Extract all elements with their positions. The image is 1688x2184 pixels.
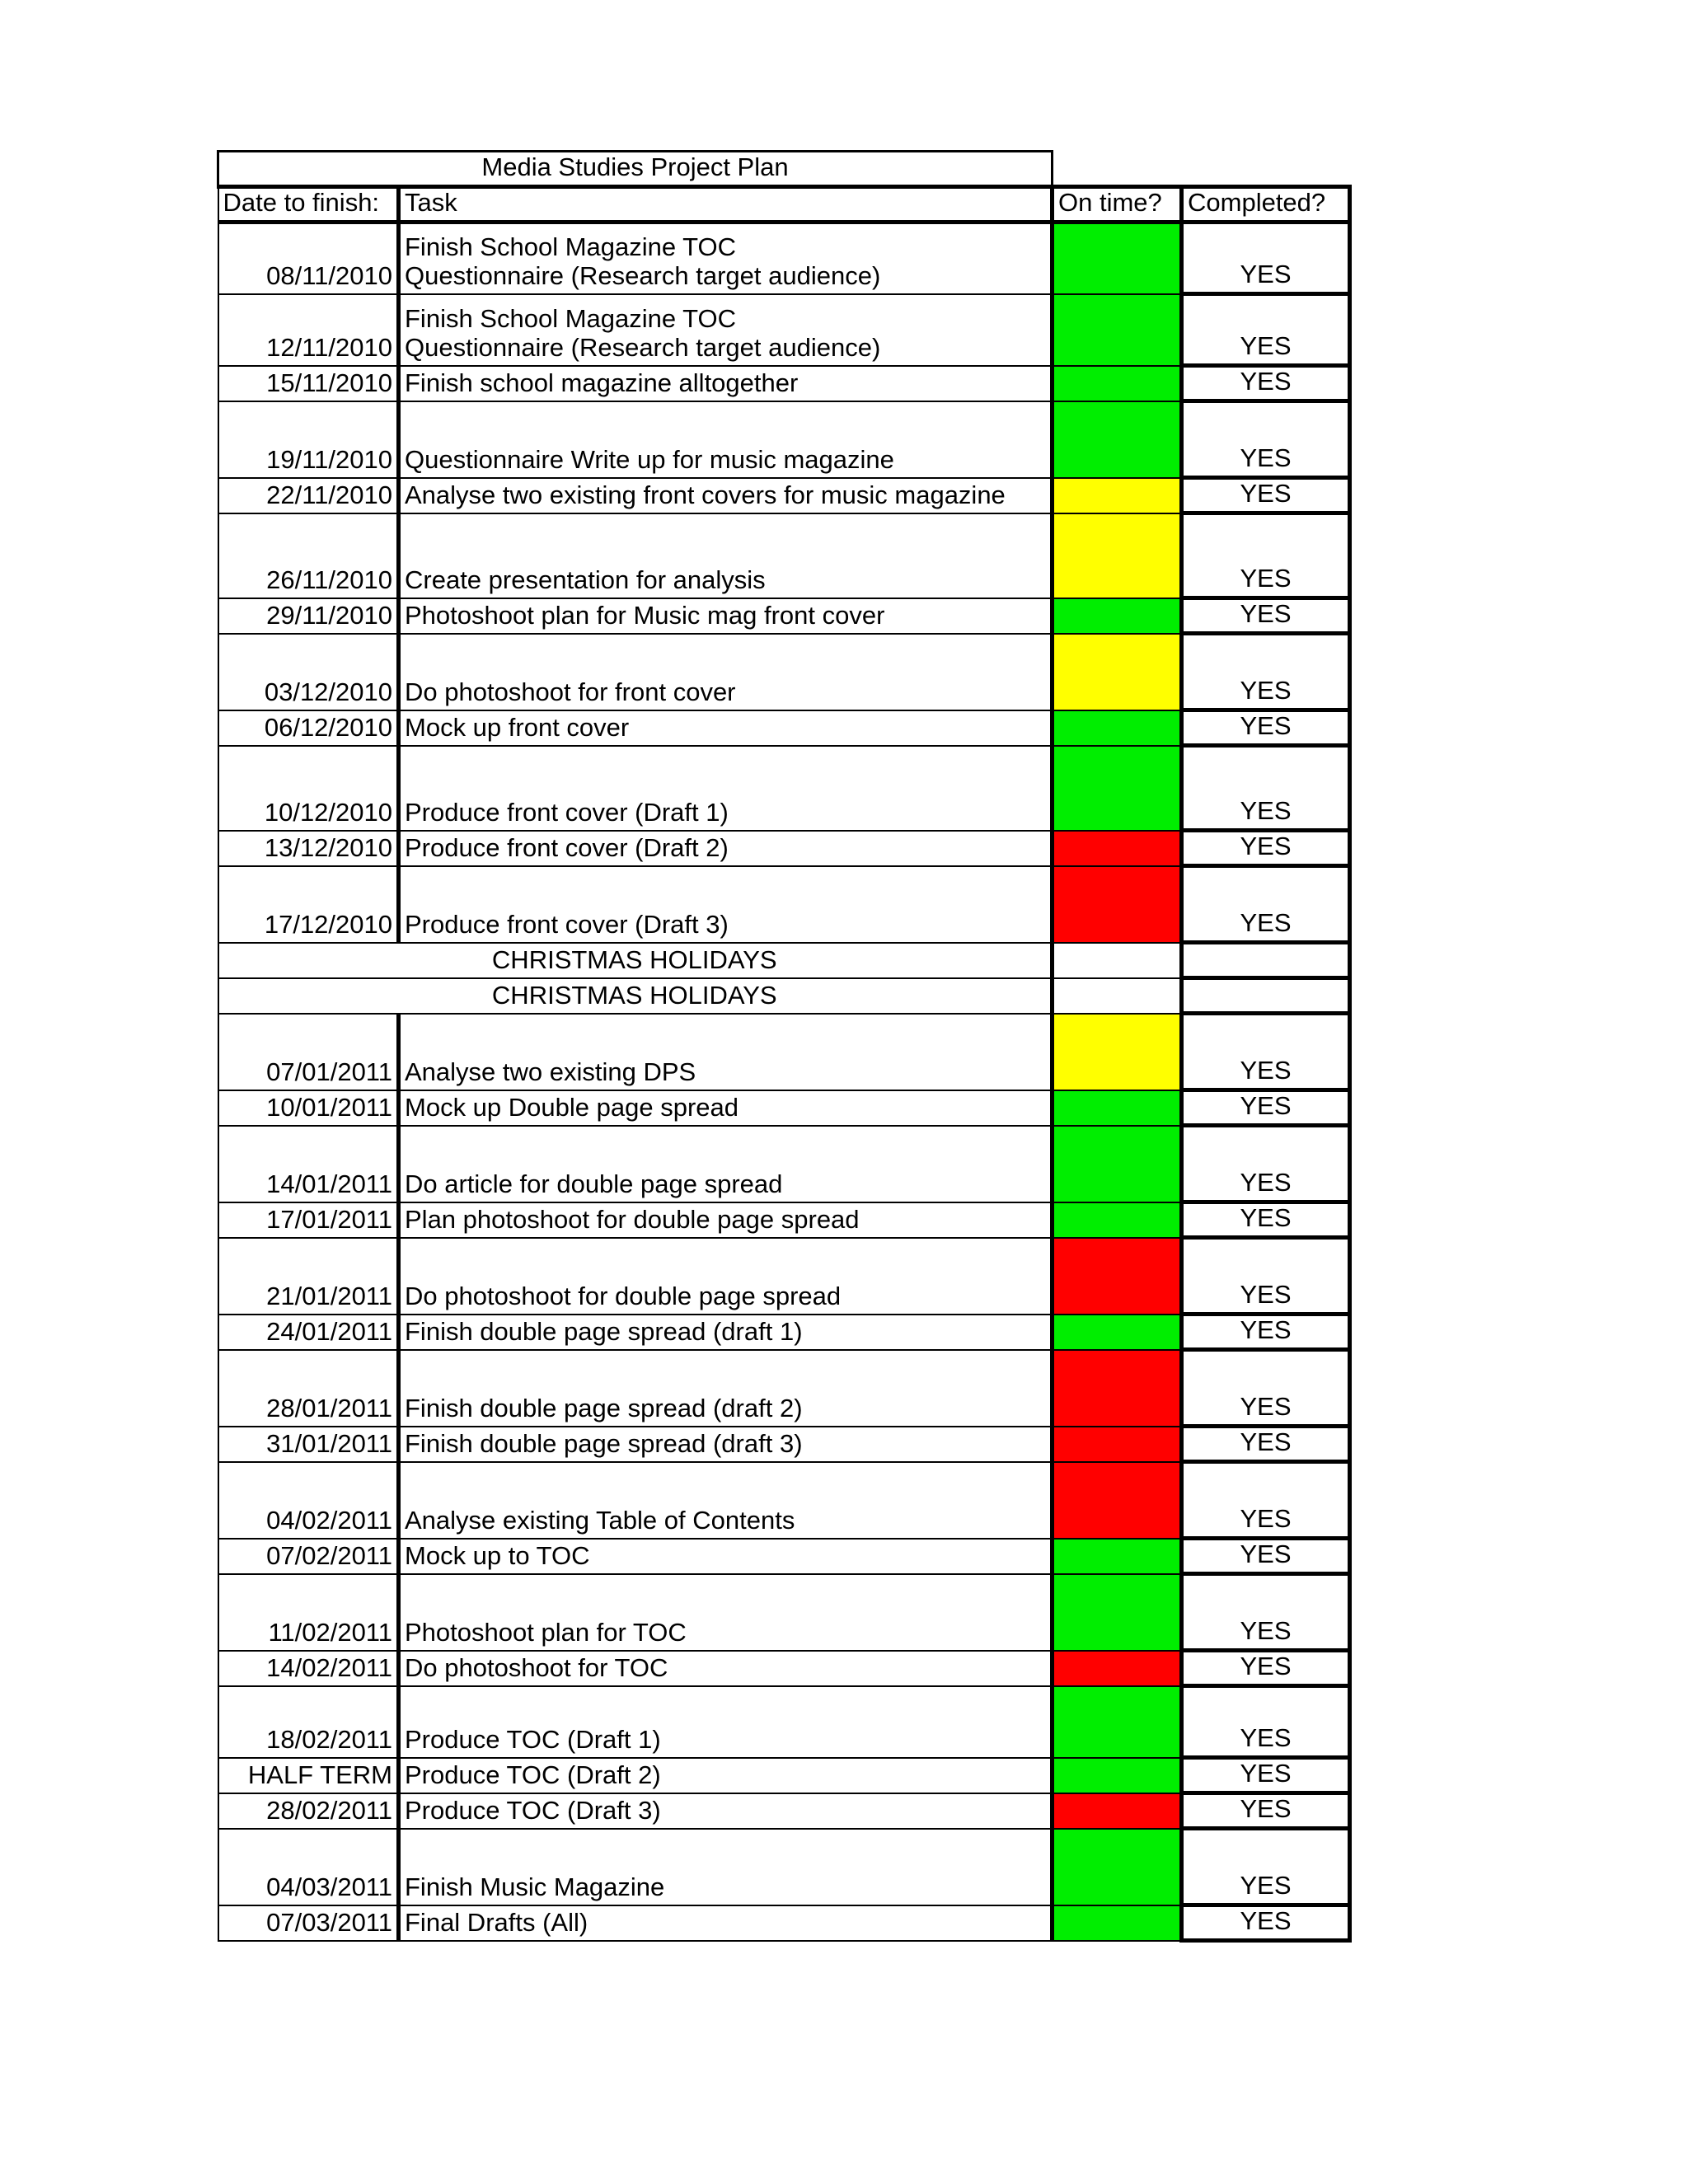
task-date: 12/11/2010	[218, 294, 399, 366]
task-date: 08/11/2010	[218, 223, 399, 294]
task-description: Finish double page spread (draft 1)	[399, 1315, 1053, 1350]
task-row	[218, 634, 1350, 710]
task-date: 22/11/2010	[218, 478, 399, 513]
holiday-row	[218, 978, 1350, 1014]
header-task: Task	[399, 187, 1053, 223]
task-description: Questionnaire Write up for music magazine	[399, 401, 1053, 478]
task-row	[218, 1793, 1350, 1829]
completed-cell: YES	[1182, 1090, 1350, 1126]
completed-cell: YES	[1182, 866, 1350, 943]
on-time-status-cell	[1053, 1126, 1182, 1202]
on-time-status-cell	[1053, 710, 1182, 746]
on-time-status-cell	[1053, 1350, 1182, 1427]
task-date: 28/02/2011	[218, 1793, 399, 1829]
sheet-title: Media Studies Project Plan	[218, 152, 1053, 187]
completed-cell: YES	[1182, 1574, 1350, 1651]
task-date: 28/01/2011	[218, 1350, 399, 1427]
task-row	[218, 1427, 1350, 1462]
title-row	[218, 152, 1350, 187]
completed-cell: YES	[1182, 366, 1350, 401]
task-date: 21/01/2011	[218, 1238, 399, 1315]
header-on-time: On time?	[1053, 187, 1182, 223]
completed-cell	[1182, 978, 1350, 1014]
project-plan-table	[217, 150, 1352, 1943]
completed-cell: YES	[1182, 1126, 1350, 1202]
header-date: Date to finish:	[218, 187, 399, 223]
on-time-status-cell	[1053, 746, 1182, 831]
holiday-row	[218, 943, 1350, 978]
on-time-status-cell	[1053, 634, 1182, 710]
task-row	[218, 1202, 1350, 1238]
task-row	[218, 1014, 1350, 1090]
task-description: Analyse two existing front covers for music magazine	[399, 478, 1053, 513]
completed-cell: YES	[1182, 294, 1350, 366]
completed-cell: YES	[1182, 598, 1350, 634]
task-description: Produce TOC (Draft 2)	[399, 1758, 1053, 1793]
task-date: 17/01/2011	[218, 1202, 399, 1238]
completed-cell: YES	[1182, 1014, 1350, 1090]
task-row	[218, 223, 1350, 294]
on-time-status-cell	[1053, 1014, 1182, 1090]
completed-cell: YES	[1182, 634, 1350, 710]
task-description: Photoshoot plan for TOC	[399, 1574, 1053, 1651]
task-row	[218, 366, 1350, 401]
completed-cell: YES	[1182, 1651, 1350, 1686]
task-row	[218, 831, 1350, 866]
completed-cell: YES	[1182, 1905, 1350, 1941]
task-description: Finish double page spread (draft 3)	[399, 1427, 1053, 1462]
completed-cell: YES	[1182, 1462, 1350, 1539]
completed-cell: YES	[1182, 1686, 1350, 1758]
task-description: Plan photoshoot for double page spread	[399, 1202, 1053, 1238]
on-time-status-cell	[1053, 598, 1182, 634]
completed-cell: YES	[1182, 710, 1350, 746]
task-date: 04/02/2011	[218, 1462, 399, 1539]
task-date: 18/02/2011	[218, 1686, 399, 1758]
on-time-status-cell	[1053, 978, 1182, 1014]
completed-cell: YES	[1182, 1829, 1350, 1905]
completed-cell	[1182, 943, 1350, 978]
task-date: 19/11/2010	[218, 401, 399, 478]
task-description: Do photoshoot for TOC	[399, 1651, 1053, 1686]
task-row	[218, 401, 1350, 478]
task-description: Analyse two existing DPS	[399, 1014, 1053, 1090]
task-description: Produce front cover (Draft 3)	[399, 866, 1053, 943]
holiday-label: CHRISTMAS HOLIDAYS	[218, 943, 1053, 978]
task-date: 11/02/2011	[218, 1574, 399, 1651]
task-description: Mock up Double page spread	[399, 1090, 1053, 1126]
on-time-status-cell	[1053, 1462, 1182, 1539]
task-row	[218, 1651, 1350, 1686]
task-description: Finish School Magazine TOC Questionnaire (Research target audience)	[399, 223, 1053, 294]
task-row	[218, 1686, 1350, 1758]
task-date: 10/01/2011	[218, 1090, 399, 1126]
on-time-status-cell	[1053, 478, 1182, 513]
task-row	[218, 746, 1350, 831]
on-time-status-cell	[1053, 1574, 1182, 1651]
holiday-label: CHRISTMAS HOLIDAYS	[218, 978, 1053, 1014]
on-time-status-cell	[1053, 831, 1182, 866]
task-description: Finish double page spread (draft 2)	[399, 1350, 1053, 1427]
on-time-status-cell	[1053, 401, 1182, 478]
task-description: Do article for double page spread	[399, 1126, 1053, 1202]
on-time-status-cell	[1053, 1238, 1182, 1315]
task-description: Produce TOC (Draft 3)	[399, 1793, 1053, 1829]
header-row	[218, 187, 1350, 223]
task-description: Mock up front cover	[399, 710, 1053, 746]
completed-cell: YES	[1182, 1315, 1350, 1350]
on-time-status-cell	[1053, 1651, 1182, 1686]
task-row	[218, 1238, 1350, 1315]
task-description: Produce TOC (Draft 1)	[399, 1686, 1053, 1758]
task-description: Produce front cover (Draft 1)	[399, 746, 1053, 831]
completed-cell: YES	[1182, 1793, 1350, 1829]
on-time-status-cell	[1053, 513, 1182, 598]
on-time-status-cell	[1053, 1427, 1182, 1462]
task-date: 29/11/2010	[218, 598, 399, 634]
task-row	[218, 294, 1350, 366]
on-time-status-cell	[1053, 1793, 1182, 1829]
task-row	[218, 1090, 1350, 1126]
task-date: 31/01/2011	[218, 1427, 399, 1462]
task-date: 13/12/2010	[218, 831, 399, 866]
task-date: 15/11/2010	[218, 366, 399, 401]
on-time-status-cell	[1053, 1686, 1182, 1758]
task-row	[218, 1315, 1350, 1350]
task-row	[218, 1829, 1350, 1905]
task-row	[218, 1462, 1350, 1539]
completed-cell: YES	[1182, 831, 1350, 866]
task-row	[218, 1905, 1350, 1941]
task-description: Do photoshoot for front cover	[399, 634, 1053, 710]
task-row	[218, 1574, 1350, 1651]
task-date: 06/12/2010	[218, 710, 399, 746]
task-description: Do photoshoot for double page spread	[399, 1238, 1053, 1315]
task-date: 04/03/2011	[218, 1829, 399, 1905]
task-description: Produce front cover (Draft 2)	[399, 831, 1053, 866]
on-time-status-cell	[1053, 1758, 1182, 1793]
task-row	[218, 1758, 1350, 1793]
task-date: 24/01/2011	[218, 1315, 399, 1350]
on-time-status-cell	[1053, 943, 1182, 978]
task-description: Final Drafts (All)	[399, 1905, 1053, 1941]
task-date: 07/01/2011	[218, 1014, 399, 1090]
task-description: Finish School Magazine TOC Questionnaire (Research target audience)	[399, 294, 1053, 366]
task-date: 10/12/2010	[218, 746, 399, 831]
completed-cell: YES	[1182, 1350, 1350, 1427]
on-time-status-cell	[1053, 223, 1182, 294]
task-description: Analyse existing Table of Contents	[399, 1462, 1053, 1539]
completed-cell: YES	[1182, 1427, 1350, 1462]
task-description: Mock up to TOC	[399, 1539, 1053, 1574]
task-row	[218, 1350, 1350, 1427]
completed-cell: YES	[1182, 401, 1350, 478]
on-time-status-cell	[1053, 1905, 1182, 1941]
on-time-status-cell	[1053, 1090, 1182, 1126]
on-time-status-cell	[1053, 366, 1182, 401]
task-date: HALF TERM	[218, 1758, 399, 1793]
completed-cell: YES	[1182, 513, 1350, 598]
task-description: Photoshoot plan for Music mag front cover	[399, 598, 1053, 634]
completed-cell: YES	[1182, 478, 1350, 513]
task-date: 03/12/2010	[218, 634, 399, 710]
task-row	[218, 866, 1350, 943]
completed-cell: YES	[1182, 1758, 1350, 1793]
on-time-status-cell	[1053, 1539, 1182, 1574]
task-date: 17/12/2010	[218, 866, 399, 943]
on-time-status-cell	[1053, 866, 1182, 943]
completed-cell: YES	[1182, 1539, 1350, 1574]
task-description: Finish Music Magazine	[399, 1829, 1053, 1905]
task-row	[218, 478, 1350, 513]
header-completed: Completed?	[1182, 187, 1350, 223]
project-plan-sheet	[217, 150, 1352, 1943]
task-row	[218, 710, 1350, 746]
task-row	[218, 1126, 1350, 1202]
task-date: 26/11/2010	[218, 513, 399, 598]
task-description: Finish school magazine alltogether	[399, 366, 1053, 401]
task-row	[218, 1539, 1350, 1574]
on-time-status-cell	[1053, 1202, 1182, 1238]
on-time-status-cell	[1053, 1829, 1182, 1905]
task-row	[218, 598, 1350, 634]
task-description: Create presentation for analysis	[399, 513, 1053, 598]
completed-cell: YES	[1182, 223, 1350, 294]
task-date: 14/02/2011	[218, 1651, 399, 1686]
completed-cell: YES	[1182, 746, 1350, 831]
task-row	[218, 513, 1350, 598]
on-time-status-cell	[1053, 294, 1182, 366]
completed-cell: YES	[1182, 1238, 1350, 1315]
task-date: 14/01/2011	[218, 1126, 399, 1202]
on-time-status-cell	[1053, 1315, 1182, 1350]
completed-cell: YES	[1182, 1202, 1350, 1238]
task-date: 07/02/2011	[218, 1539, 399, 1574]
task-date: 07/03/2011	[218, 1905, 399, 1941]
